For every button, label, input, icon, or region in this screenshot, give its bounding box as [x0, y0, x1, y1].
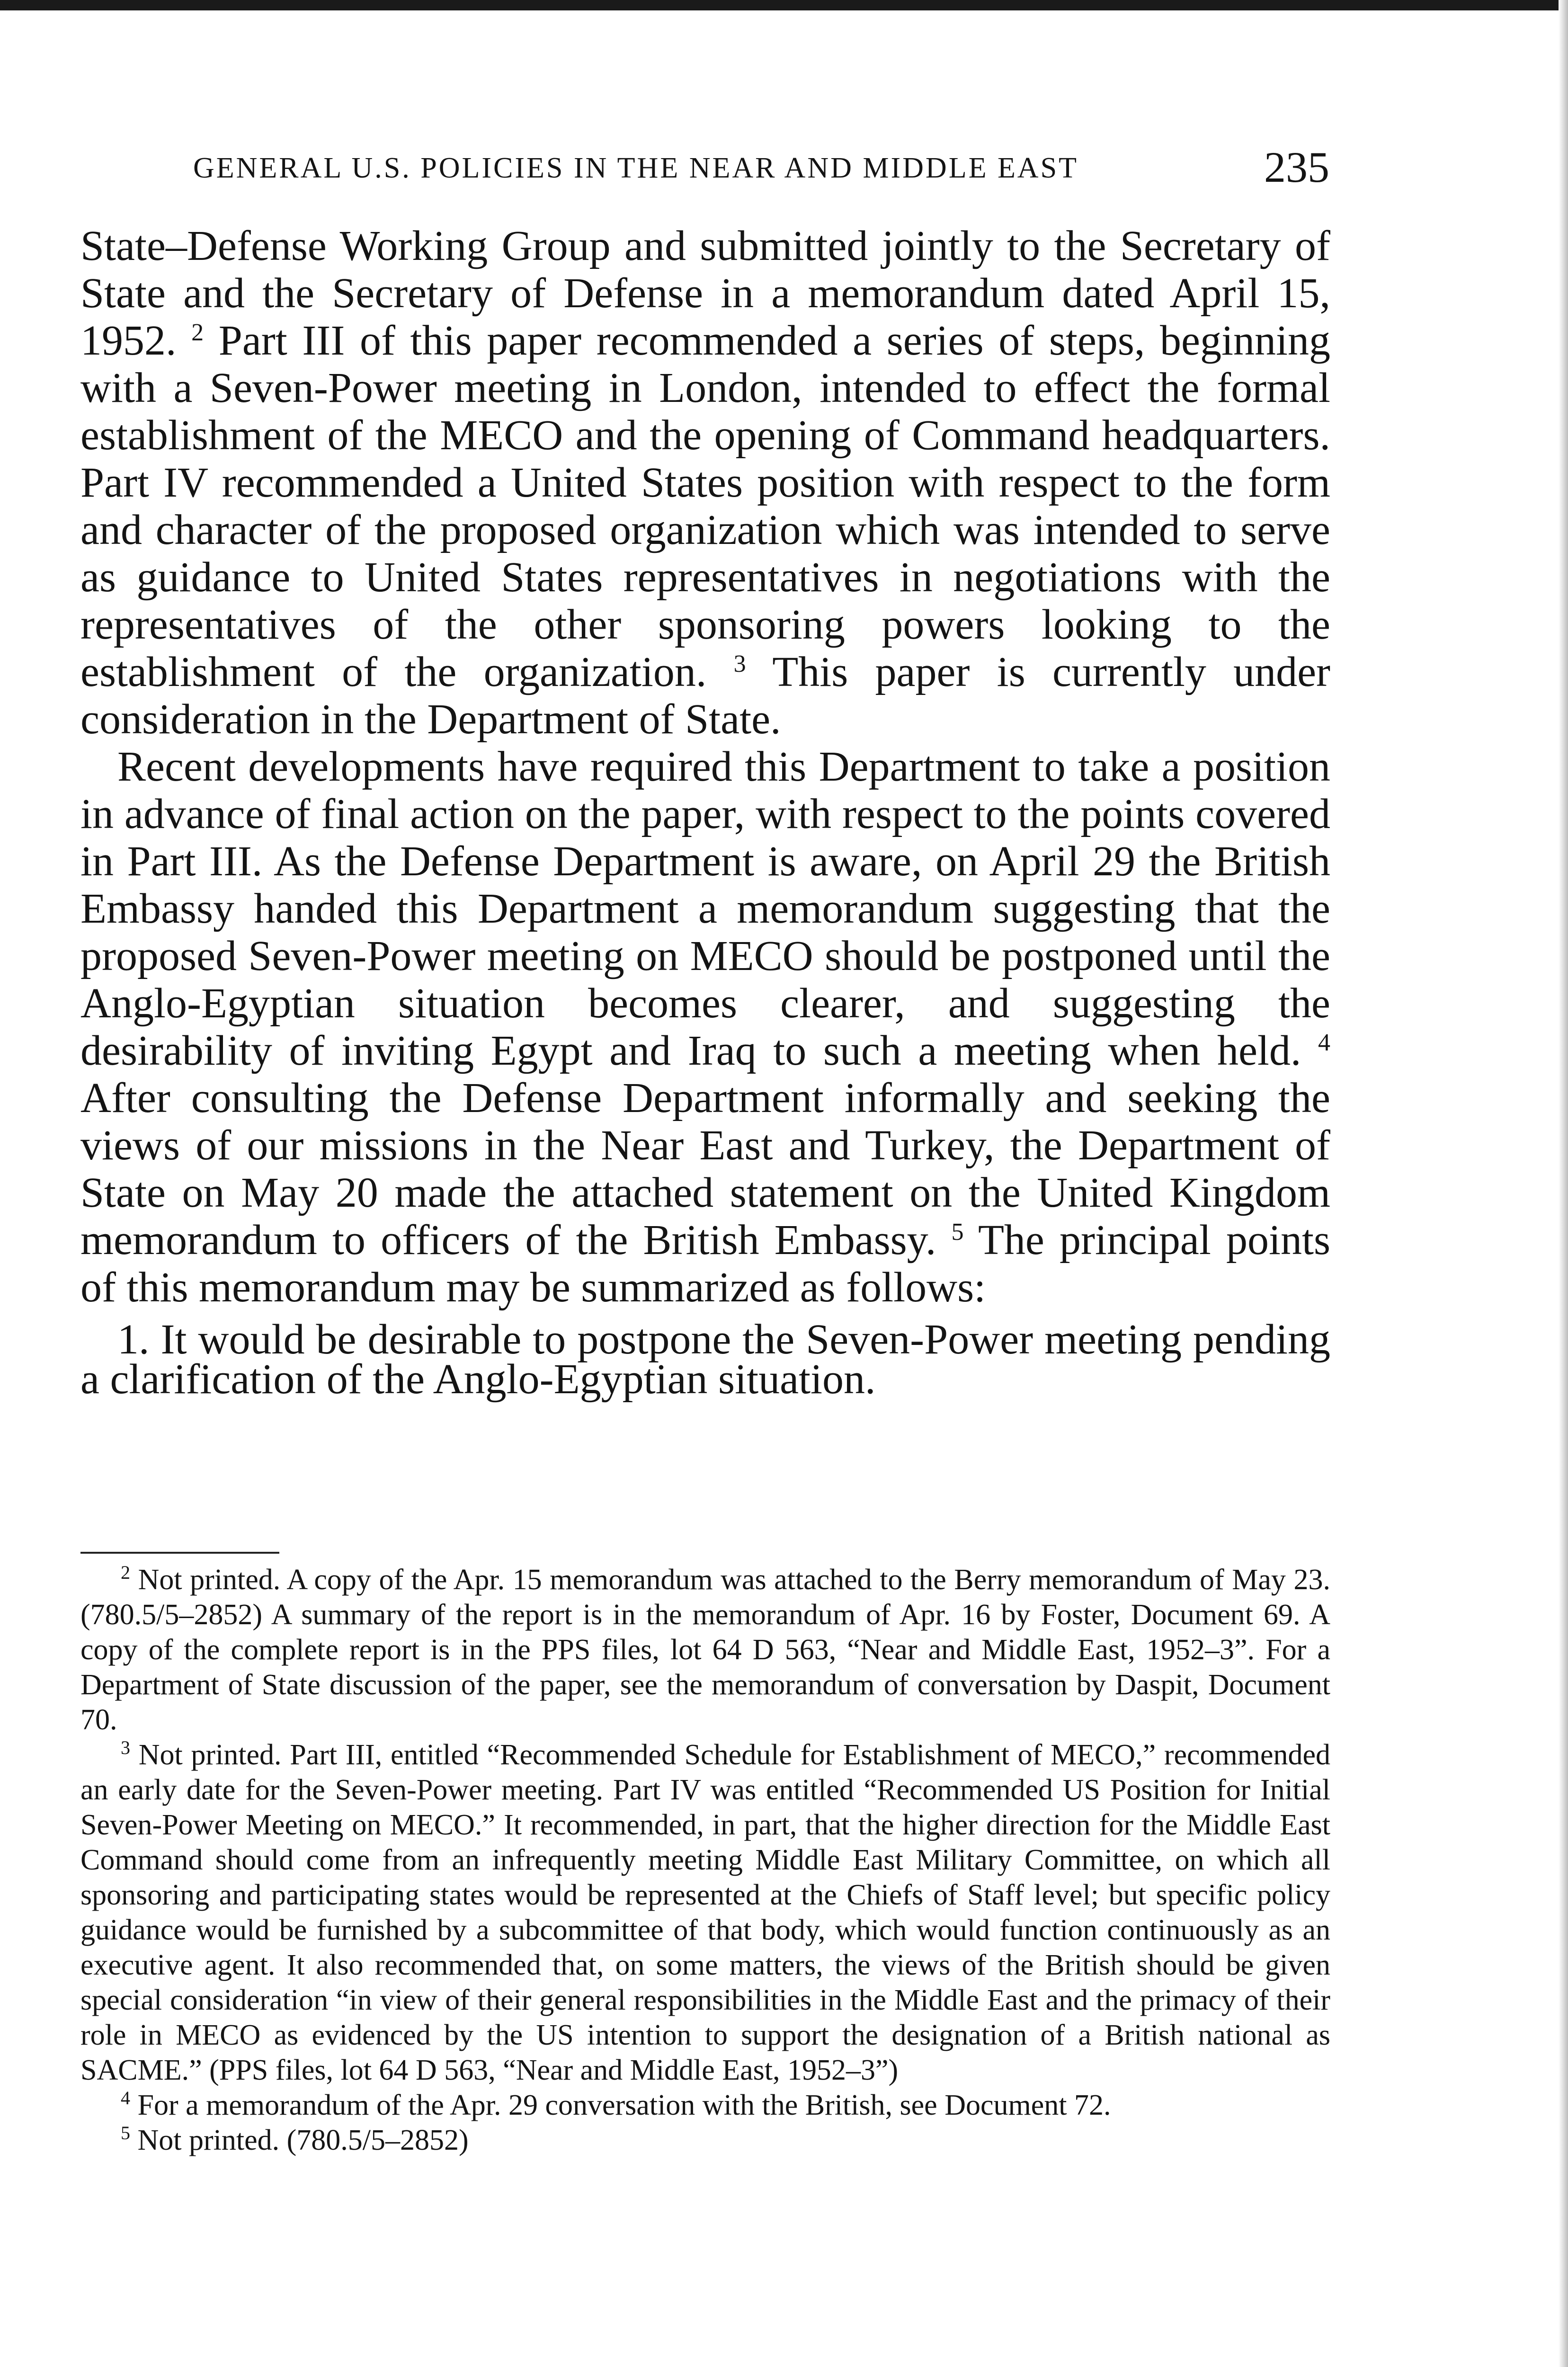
footnote-ref-4: 4	[1318, 1029, 1330, 1056]
main-text	[80, 222, 1331, 1403]
paragraph-1-text-a: State–Defense Working Group and submitted jointly to the Secretary of State and the Secretary of Defense in a memorandum dated April 15, 1952.	[80, 222, 1330, 364]
paragraph-1-text-b: Part III of this paper recommended a series of steps, beginning with a Seven-Power meeting in London, intended to effect the formal establishment of the MECO and the opening of Command headquarters. Part IV recommended a United States position with respect to the form and character of the proposed organization which was intended to serve as guidance to United States representatives in negotiations with the representatives of the other sponsoring powers looking to the establishment of the organization.	[80, 317, 1330, 695]
footnote	[80, 2123, 1330, 2158]
footnote-ref-3: 3	[733, 650, 746, 677]
footnote-text: Not printed. Part III, entitled “Recommended Schedule for Establishment of MECO,” recommended an early date for the Seven-Power meeting. Part IV was entitled “Recommended US Position for Initial Seven-Power Meeting on MECO.” It recommended, in part, that the higher direction for the Middle East Command should come from an infrequently meeting Middle East Military Committee, on which all sponsoring and participating states would be represented at the Chiefs of Staff level; but specific policy guidance would be furnished by a subcommittee of that body, which would function continuously as an executive agent. It also recommended that, on some matters, the views of the British should be given special consideration “in view of their general responsibilities in the Middle East and the primacy of their role in MECO as evidenced by the US intention to support the designation of a British national as SACME.” (PPS files, lot 64 D 563, “Near and Middle East, 1952–3”)	[80, 1739, 1331, 2086]
footnote-ref-5: 5	[951, 1219, 964, 1246]
numbered-item-1: 1. It would be desirable to postpone the Seven-Power meeting pending a clarification of the Anglo-Egyptian situation.	[80, 1316, 1330, 1403]
footnote-rule	[80, 1552, 279, 1554]
page-number: 235	[1264, 143, 1329, 191]
paragraph-2	[80, 743, 1330, 1311]
footnote-text: For a memorandum of the Apr. 29 conversation with the British, see Document 72.	[137, 2089, 1111, 2121]
footnote-marker: 5	[121, 2122, 130, 2144]
footnote-marker: 3	[121, 1737, 130, 1758]
footnote-text: Not printed. (780.5/5–2852)	[137, 2124, 469, 2156]
page-right-edge	[1559, 0, 1568, 2367]
footnote-text: Not printed. A copy of the Apr. 15 memorandum was attached to the Berry memorandum of May 23. (780.5/5–2852) A summary of the report is in the memorandum of Apr. 16 by Foster, Document 69. A copy of the complete report is in the PPS files, lot 64 D 563, “Near and Middle East, 1952–3”. For a Department of State discussion of the paper, see the memorandum of conversation by Daspit, Document 70.	[80, 1564, 1330, 1736]
paragraph-2-text-c: The principal points of this memorandum may be summarized as follows:	[80, 1217, 1330, 1311]
footnote	[80, 1562, 1330, 1737]
footnote-ref-2: 2	[191, 319, 204, 346]
footnote-marker: 4	[121, 2087, 130, 2109]
footnote	[80, 1737, 1330, 2088]
footnote-marker: 2	[121, 1562, 130, 1583]
footnotes	[80, 1562, 1330, 2158]
paragraph-1	[80, 222, 1330, 743]
paragraph-1-text-c: This paper is currently under consideration in the Department of State.	[80, 649, 1331, 743]
paragraph-2-text-b: After consulting the Defense Department informally and seeking the views of our missions in the Near East and Turkey, the Department of State on May 20 made the attached statement on the United Kingdom memorandum to officers of the British Embassy.	[80, 1075, 1330, 1264]
footnote	[80, 2088, 1330, 2123]
page-top-edge	[0, 0, 1568, 10]
running-title: GENERAL U.S. POLICIES IN THE NEAR AND MIDDLE EAST	[193, 152, 1078, 184]
page-header	[193, 142, 1329, 199]
paragraph-2-text-a: Recent developments have required this Department to take a position in advance of final action on the paper, with respect to the points covered in Part III. As the Defense Department is aware, on April 29 the British Embassy handed this Department a memorandum suggesting that the proposed Seven-Power meeting on MECO should be postponed until the Anglo-Egyptian situation becomes clearer, and suggesting the desirability of inviting Egypt and Iraq to such a meeting when held.	[80, 743, 1330, 1074]
